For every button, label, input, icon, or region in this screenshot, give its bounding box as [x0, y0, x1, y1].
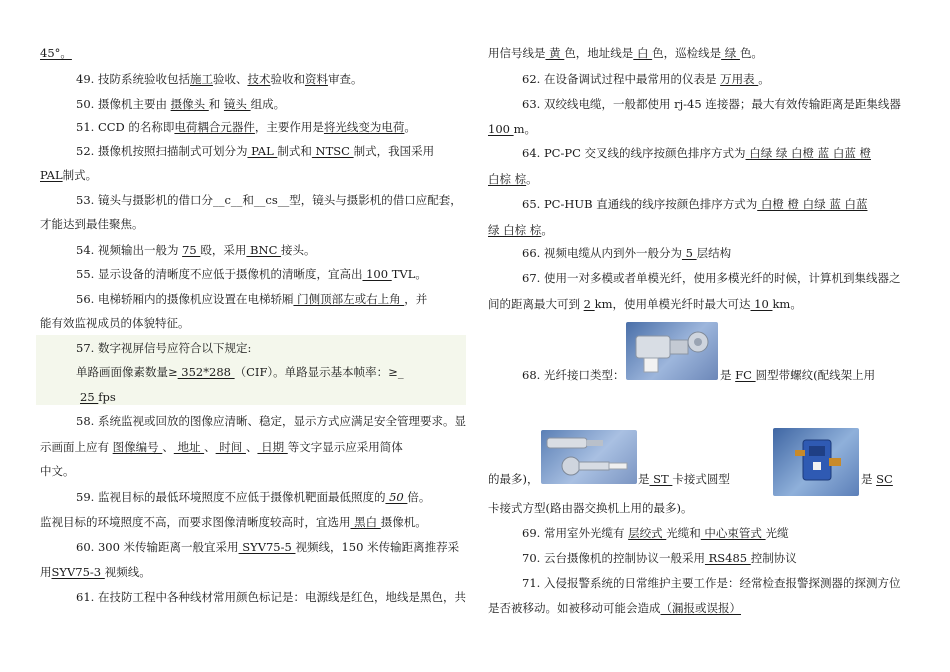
sc-connector-image — [773, 428, 859, 496]
question-52: 52. 摄像机按照扫描制式可划分为 PAL 制式和 NTSC 制式，我国采用 — [76, 144, 435, 158]
question-61-cont: 用信号线是 黄 色，地址线是 白 色，巡检线是 绿 色。 — [488, 46, 763, 60]
question-54: 54. 视频输出一般为 75 殴，采用 BNC 接头。 — [76, 243, 316, 257]
question-57: 57. 数字视屏信号应符合以下规定: — [76, 341, 252, 355]
question-67-cont: 间的距离最大可到 2 km，使用单模光纤时最大可达 10 km。 — [488, 297, 802, 311]
question-65-cont: 绿 白棕 棕。 — [488, 223, 553, 237]
question-60: 60. 300 米传输距离一般宜采用 SYV75-5 视频线，150 米传输距离推荐采 — [76, 540, 460, 554]
question-67: 67. 使用一对多模或者单模光纤，使用多模光纤的时候，计算机到集线器之 — [522, 271, 901, 285]
question-70: 70. 云台摄像机的控制协议一般采用 RS485 控制协议 — [522, 551, 797, 565]
question-71: 71. 入侵报警系统的日常维护主要工作是：经常检查报警探测器的探测方位 — [522, 576, 901, 590]
question-65: 65. PC-HUB 直通线的线序按颜色排序方式为 白橙 橙 白绿 蓝 白蓝 — [522, 197, 868, 211]
question-57-pixels: 单路画面像素数量≥ 352*288 （CIF）。单路显示基本帧率：≥_ — [76, 365, 404, 379]
question-58-cont2: 中文。 — [40, 464, 75, 478]
question-68-cont: 的最多)， — [488, 472, 539, 486]
question-59: 59. 监视目标的最低环境照度不应低于摄像机靶面最低照度的 50 倍。 — [76, 490, 431, 504]
question-56-cont: 能有效监视成员的体貌特征。 — [40, 316, 190, 330]
question-53-cont: 才能达到最佳聚焦。 — [40, 217, 144, 231]
question-68-cont2: 卡接式方型(路由器交换机上用的最多)。 — [488, 501, 693, 515]
question-56: 56. 电梯轿厢内的摄像机应设置在电梯轿厢 门侧顶部左或右上角 ，并 — [76, 292, 428, 306]
question-58: 58. 系统监视或回放的图像应清晰、稳定，显示方式应满足安全管理要求。显 — [76, 414, 466, 428]
question-52-cont: PAL制式。 — [40, 168, 98, 182]
question-49: 49. 技防系统验收包括施工验收、技术验收和资料审查。 — [76, 72, 363, 86]
question-68-st: 是 ST 卡接式圆型 — [638, 472, 730, 486]
question-58-cont: 示画面上应有 图像编号 、 地址 、 时间 、 日期 等文字显示应采用简体 — [40, 440, 403, 454]
question-68: 68. 光纤接口类型： — [522, 368, 625, 382]
question-55: 55. 显示设备的清晰度不应低于摄像机的清晰度，宜高出 100 TVL。 — [76, 267, 427, 281]
fragment-45deg: 45°。 — [40, 46, 72, 60]
question-68-fc: 是 FC 圆型带螺纹(配线架上用 — [720, 368, 876, 382]
question-64: 64. PC-PC 交叉线的线序按颜色排序方式为 白绿 绿 白橙 蓝 白蓝 橙 — [522, 146, 871, 160]
fc-connector-image — [626, 322, 718, 380]
question-62: 62. 在设备调试过程中最常用的仪表是 万用表 。 — [522, 72, 770, 86]
question-66: 66. 视频电缆从内到外一般分为 5 层结构 — [522, 246, 732, 260]
question-63: 63. 双绞线电缆，一般都使用 rj-45 连接器；最大有效传输距离是距集线器 — [522, 97, 901, 111]
st-connector-image — [541, 430, 637, 484]
question-50: 50. 摄像机主要由 摄像头 和 镜头 组成。 — [76, 97, 286, 111]
question-63-cont: 100 m。 — [488, 122, 537, 136]
question-64-cont: 白棕 棕。 — [488, 172, 538, 186]
question-57-framerate: 25 fps — [80, 390, 116, 404]
question-69: 69. 常用室外光缆有 层绞式 光缆和 中心束管式 光缆 — [522, 526, 789, 540]
question-51: 51. CCD 的名称即电荷耦合元器件，主要作用是将光线变为电荷。 — [76, 120, 416, 134]
question-71-cont: 是否被移动。如被移动可能会造成（漏报或误报） — [488, 601, 741, 615]
question-53: 53. 镜头与摄影机的借口分__c__和__cs__型，镜头与摄影机的借口应配套， — [76, 193, 462, 207]
question-60-cont: 用SYV75-3 视频线。 — [40, 565, 151, 579]
question-68-sc: 是 SC — [861, 472, 893, 486]
question-61: 61. 在技防工程中各种线材常用颜色标记是：电源线是红色，地线是黑色，共 — [76, 590, 466, 604]
question-59-cont: 监视目标的环境照度不高，而要求图像清晰度较高时，宜选用 黑白 摄像机。 — [40, 515, 427, 529]
